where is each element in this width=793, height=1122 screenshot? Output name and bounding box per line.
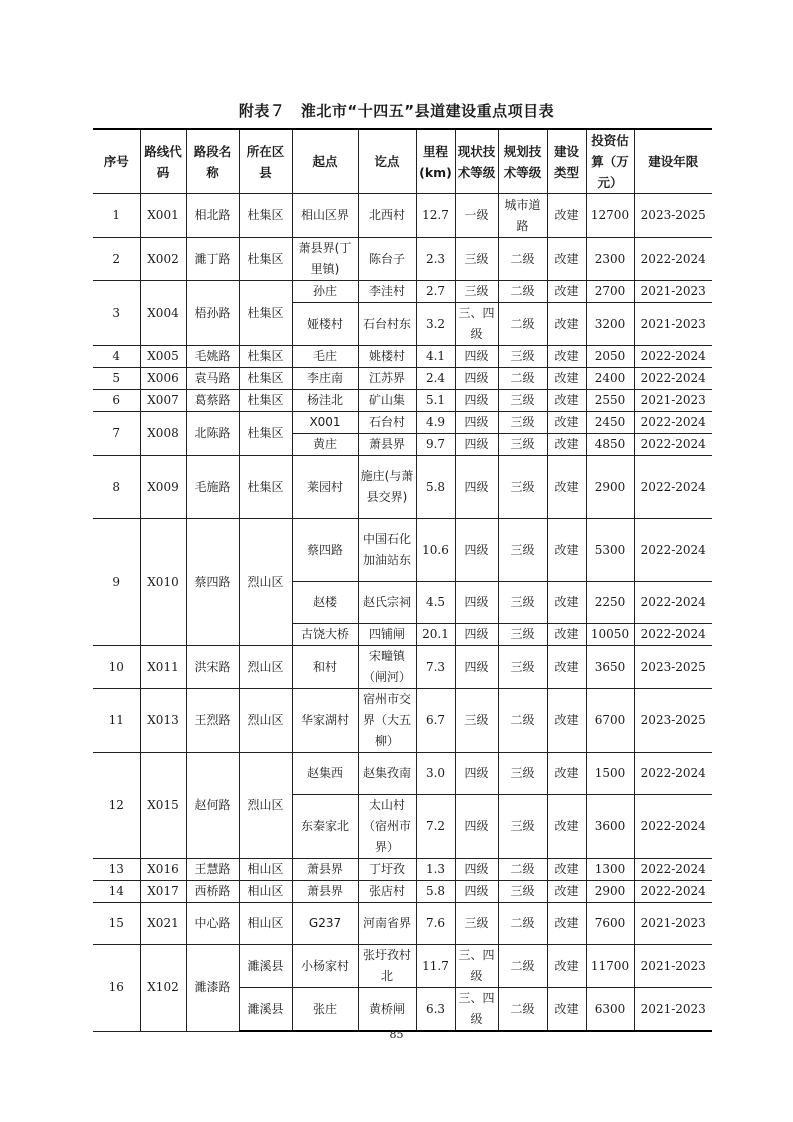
cell-investment: 1300 (586, 859, 634, 881)
cell-mileage: 2.3 (416, 238, 455, 281)
cell-planned-grade: 三级 (498, 456, 547, 519)
cell-mileage: 4.1 (416, 346, 455, 368)
cell-planned-grade: 三级 (498, 390, 547, 412)
table-row (93, 646, 712, 689)
cell-current-grade: 四级 (455, 753, 498, 795)
header-years: 建设年限 (634, 129, 712, 194)
cell-district: 相山区 (239, 903, 292, 945)
cell-planned-grade: 二级 (498, 689, 547, 753)
cell-build-type: 改建 (547, 881, 586, 903)
cell-current-grade: 四级 (455, 582, 498, 624)
cell-investment: 1500 (586, 753, 634, 795)
cell-current-grade: 四级 (455, 434, 498, 456)
cell-district: 烈山区 (239, 753, 292, 859)
cell-mileage: 6.7 (416, 689, 455, 753)
table-row (93, 903, 712, 945)
cell-district: 烈山区 (239, 646, 292, 689)
header-investment: 投资估算（万元） (586, 129, 634, 194)
cell-investment: 3650 (586, 646, 634, 689)
header-mileage: 里程(km) (416, 129, 455, 194)
cell-code: X006 (140, 368, 186, 390)
cell-seq: 2 (93, 238, 140, 281)
cell-build-type: 改建 (547, 646, 586, 689)
cell-seq: 10 (93, 646, 140, 689)
cell-district: 相山区 (239, 881, 292, 903)
cell-start: 东秦家北 (292, 795, 358, 859)
cell-start: 萧县界 (292, 881, 358, 903)
cell-start: 蔡四路 (292, 519, 358, 582)
cell-road-name: 葛蔡路 (186, 390, 239, 412)
cell-build-type: 改建 (547, 390, 586, 412)
cell-end: 中国石化加油站东 (358, 519, 416, 582)
cell-investment: 4850 (586, 434, 634, 456)
cell-mileage: 11.7 (416, 945, 455, 988)
cell-start: 张庄 (292, 988, 358, 1032)
cell-mileage: 5.8 (416, 456, 455, 519)
cell-planned-grade: 二级 (498, 859, 547, 881)
header-start: 起点 (292, 129, 358, 194)
cell-code: X016 (140, 859, 186, 881)
cell-end: 李洼村 (358, 281, 416, 303)
cell-investment: 7600 (586, 903, 634, 945)
cell-investment: 3200 (586, 303, 634, 346)
cell-planned-grade: 二级 (498, 988, 547, 1032)
cell-road-name: 濉丁路 (186, 238, 239, 281)
cell-build-type: 改建 (547, 303, 586, 346)
cell-years: 2022-2024 (634, 881, 712, 903)
cell-investment: 2050 (586, 346, 634, 368)
cell-years: 2023-2025 (634, 194, 712, 238)
cell-planned-grade: 三级 (498, 582, 547, 624)
cell-current-grade: 三级 (455, 281, 498, 303)
cell-planned-grade: 三级 (498, 434, 547, 456)
project-table (93, 128, 712, 1032)
table-row (93, 368, 712, 390)
table-row (93, 881, 712, 903)
cell-investment: 2900 (586, 456, 634, 519)
cell-build-type: 改建 (547, 903, 586, 945)
cell-planned-grade: 三级 (498, 519, 547, 582)
cell-build-type: 改建 (547, 412, 586, 434)
cell-end: 宿州市交界（大五柳） (358, 689, 416, 753)
cell-road-name: 北陈路 (186, 412, 239, 456)
cell-years: 2022-2024 (634, 238, 712, 281)
cell-years: 2022-2024 (634, 346, 712, 368)
cell-years: 2021-2023 (634, 390, 712, 412)
cell-end: 赵氏宗祠 (358, 582, 416, 624)
cell-code: X002 (140, 238, 186, 281)
cell-mileage: 12.7 (416, 194, 455, 238)
header-build-type: 建设类型 (547, 129, 586, 194)
header-seq: 序号 (93, 129, 140, 194)
cell-seq: 14 (93, 881, 140, 903)
cell-mileage: 7.2 (416, 795, 455, 859)
cell-seq: 8 (93, 456, 140, 519)
cell-mileage: 10.6 (416, 519, 455, 582)
header-code: 路线代码 (140, 129, 186, 194)
cell-road-name: 王烈路 (186, 689, 239, 753)
cell-current-grade: 三、四级 (455, 945, 498, 988)
cell-road-name: 蔡四路 (186, 519, 239, 646)
cell-planned-grade: 二级 (498, 303, 547, 346)
cell-current-grade: 三级 (455, 689, 498, 753)
cell-seq: 15 (93, 903, 140, 945)
cell-current-grade: 三、四级 (455, 303, 498, 346)
cell-mileage: 1.3 (416, 859, 455, 881)
cell-years: 2022-2024 (634, 412, 712, 434)
header-planned-grade: 规划技术等级 (498, 129, 547, 194)
cell-start: 毛庄 (292, 346, 358, 368)
cell-start: 娅楼村 (292, 303, 358, 346)
cell-investment: 2700 (586, 281, 634, 303)
cell-seq: 5 (93, 368, 140, 390)
cell-current-grade: 四级 (455, 390, 498, 412)
table-row (93, 859, 712, 881)
cell-mileage: 7.6 (416, 903, 455, 945)
table-row (93, 346, 712, 368)
cell-planned-grade: 二级 (498, 903, 547, 945)
cell-years: 2022-2024 (634, 519, 712, 582)
cell-build-type: 改建 (547, 456, 586, 519)
cell-build-type: 改建 (547, 859, 586, 881)
cell-end: 石台村 (358, 412, 416, 434)
cell-end: 石台村东 (358, 303, 416, 346)
cell-end: 四铺闸 (358, 624, 416, 646)
cell-current-grade: 一级 (455, 194, 498, 238)
cell-mileage: 7.3 (416, 646, 455, 689)
cell-start: 小杨家村 (292, 945, 358, 988)
cell-road-name: 相北路 (186, 194, 239, 238)
cell-road-name: 赵何路 (186, 753, 239, 859)
cell-planned-grade: 二级 (498, 281, 547, 303)
cell-years: 2021-2023 (634, 945, 712, 988)
cell-build-type: 改建 (547, 624, 586, 646)
cell-road-name: 洪宋路 (186, 646, 239, 689)
cell-seq: 7 (93, 412, 140, 456)
cell-investment: 2450 (586, 412, 634, 434)
cell-code: X017 (140, 881, 186, 903)
cell-investment: 6300 (586, 988, 634, 1032)
cell-district: 烈山区 (239, 689, 292, 753)
cell-planned-grade: 二级 (498, 238, 547, 281)
cell-end: 矿山集 (358, 390, 416, 412)
table-row (93, 519, 712, 582)
cell-district: 杜集区 (239, 456, 292, 519)
cell-build-type: 改建 (547, 238, 586, 281)
cell-district: 相山区 (239, 859, 292, 881)
header-district: 所在区县 (239, 129, 292, 194)
cell-mileage: 6.3 (416, 988, 455, 1032)
cell-investment: 2300 (586, 238, 634, 281)
cell-planned-grade: 三级 (498, 412, 547, 434)
cell-start: 莱园村 (292, 456, 358, 519)
cell-investment: 2400 (586, 368, 634, 390)
header-current-grade: 现状技术等级 (455, 129, 498, 194)
cell-seq: 3 (93, 281, 140, 346)
cell-build-type: 改建 (547, 945, 586, 988)
cell-end: 萧县界 (358, 434, 416, 456)
cell-start: 和村 (292, 646, 358, 689)
cell-mileage: 3.0 (416, 753, 455, 795)
cell-mileage: 3.2 (416, 303, 455, 346)
cell-end: 太山村（宿州市界） (358, 795, 416, 859)
cell-road-name: 濉漆路 (186, 945, 239, 1032)
cell-planned-grade: 三级 (498, 881, 547, 903)
cell-mileage: 2.4 (416, 368, 455, 390)
cell-road-name: 王慧路 (186, 859, 239, 881)
cell-start: X001 (292, 412, 358, 434)
cell-years: 2022-2024 (634, 582, 712, 624)
cell-start: 杨洼北 (292, 390, 358, 412)
cell-planned-grade: 三级 (498, 624, 547, 646)
cell-road-name: 梧孙路 (186, 281, 239, 346)
cell-seq: 4 (93, 346, 140, 368)
cell-end: 北西村 (358, 194, 416, 238)
cell-code: X013 (140, 689, 186, 753)
cell-years: 2021-2023 (634, 903, 712, 945)
cell-years: 2021-2023 (634, 281, 712, 303)
cell-investment: 2900 (586, 881, 634, 903)
cell-current-grade: 四级 (455, 368, 498, 390)
cell-seq: 6 (93, 390, 140, 412)
cell-years: 2022-2024 (634, 795, 712, 859)
cell-years: 2022-2024 (634, 624, 712, 646)
cell-start: 孙庄 (292, 281, 358, 303)
cell-district: 濉溪县 (239, 988, 292, 1032)
cell-seq: 12 (93, 753, 140, 859)
cell-years: 2022-2024 (634, 368, 712, 390)
cell-district: 杜集区 (239, 194, 292, 238)
cell-mileage: 9.7 (416, 434, 455, 456)
cell-planned-grade: 三级 (498, 346, 547, 368)
cell-road-name: 毛施路 (186, 456, 239, 519)
cell-current-grade: 三级 (455, 903, 498, 945)
cell-end: 姚楼村 (358, 346, 416, 368)
cell-start: 相山区界 (292, 194, 358, 238)
cell-end: 河南省界 (358, 903, 416, 945)
cell-road-name: 西桥路 (186, 881, 239, 903)
cell-seq: 16 (93, 945, 140, 1032)
cell-district: 烈山区 (239, 519, 292, 646)
cell-build-type: 改建 (547, 434, 586, 456)
cell-current-grade: 四级 (455, 456, 498, 519)
cell-mileage: 5.1 (416, 390, 455, 412)
cell-district: 杜集区 (239, 368, 292, 390)
cell-code: X008 (140, 412, 186, 456)
cell-end: 陈台子 (358, 238, 416, 281)
cell-code: X004 (140, 281, 186, 346)
cell-investment: 2550 (586, 390, 634, 412)
cell-planned-grade: 二级 (498, 945, 547, 988)
cell-planned-grade: 三级 (498, 753, 547, 795)
cell-end: 丁圩孜 (358, 859, 416, 881)
cell-investment: 3600 (586, 795, 634, 859)
cell-start: 李庄南 (292, 368, 358, 390)
table-row (93, 412, 712, 434)
cell-start: 华家湖村 (292, 689, 358, 753)
cell-current-grade: 四级 (455, 795, 498, 859)
cell-seq: 13 (93, 859, 140, 881)
cell-years: 2022-2024 (634, 434, 712, 456)
cell-investment: 6700 (586, 689, 634, 753)
cell-code: X010 (140, 519, 186, 646)
cell-district: 杜集区 (239, 412, 292, 456)
cell-current-grade: 四级 (455, 346, 498, 368)
cell-current-grade: 三、四级 (455, 988, 498, 1032)
cell-code: X011 (140, 646, 186, 689)
cell-mileage: 4.9 (416, 412, 455, 434)
cell-years: 2021-2023 (634, 303, 712, 346)
cell-code: X015 (140, 753, 186, 859)
cell-start: G237 (292, 903, 358, 945)
cell-years: 2022-2024 (634, 859, 712, 881)
table-row (93, 456, 712, 519)
cell-build-type: 改建 (547, 346, 586, 368)
cell-investment: 12700 (586, 194, 634, 238)
cell-end: 张圩孜村北 (358, 945, 416, 988)
header-name: 路段名称 (186, 129, 239, 194)
cell-district: 杜集区 (239, 390, 292, 412)
cell-end: 黄桥闸 (358, 988, 416, 1032)
cell-build-type: 改建 (547, 795, 586, 859)
cell-planned-grade: 三级 (498, 795, 547, 859)
cell-code: X005 (140, 346, 186, 368)
cell-build-type: 改建 (547, 753, 586, 795)
cell-seq: 9 (93, 519, 140, 646)
cell-seq: 11 (93, 689, 140, 753)
cell-road-name: 中心路 (186, 903, 239, 945)
cell-planned-grade: 二级 (498, 368, 547, 390)
cell-current-grade: 四级 (455, 859, 498, 881)
cell-build-type: 改建 (547, 988, 586, 1032)
table-title: 附表７ 淮北市“十四五”县道建设重点项目表 (238, 102, 555, 120)
cell-investment: 5300 (586, 519, 634, 582)
cell-code: X001 (140, 194, 186, 238)
cell-build-type: 改建 (547, 281, 586, 303)
page-number: 85 (389, 1028, 404, 1041)
cell-years: 2022-2024 (634, 753, 712, 795)
cell-build-type: 改建 (547, 194, 586, 238)
cell-end: 江苏界 (358, 368, 416, 390)
cell-code: X102 (140, 945, 186, 1032)
cell-district: 杜集区 (239, 346, 292, 368)
cell-years: 2023-2025 (634, 646, 712, 689)
cell-mileage: 5.8 (416, 881, 455, 903)
table-row (93, 945, 712, 988)
cell-current-grade: 四级 (455, 412, 498, 434)
cell-start: 萧县界 (292, 859, 358, 881)
cell-end: 宋疃镇（闸河） (358, 646, 416, 689)
cell-seq: 1 (93, 194, 140, 238)
cell-current-grade: 三级 (455, 238, 498, 281)
cell-district: 杜集区 (239, 281, 292, 346)
cell-end: 赵集孜南 (358, 753, 416, 795)
cell-district: 杜集区 (239, 238, 292, 281)
header-end: 讫点 (358, 129, 416, 194)
cell-years: 2022-2024 (634, 456, 712, 519)
table-row (93, 753, 712, 795)
cell-years: 2023-2025 (634, 689, 712, 753)
cell-current-grade: 四级 (455, 624, 498, 646)
cell-road-name: 毛姚路 (186, 346, 239, 368)
cell-end: 张店村 (358, 881, 416, 903)
cell-planned-grade: 城市道路 (498, 194, 547, 238)
cell-start: 赵集西 (292, 753, 358, 795)
cell-road-name: 袁马路 (186, 368, 239, 390)
cell-mileage: 20.1 (416, 624, 455, 646)
cell-end: 施庄(与萧县交界) (358, 456, 416, 519)
cell-code: X021 (140, 903, 186, 945)
cell-investment: 11700 (586, 945, 634, 988)
cell-start: 萧县界(丁里镇) (292, 238, 358, 281)
cell-build-type: 改建 (547, 582, 586, 624)
table-row (93, 281, 712, 303)
cell-planned-grade: 三级 (498, 646, 547, 689)
cell-code: X009 (140, 456, 186, 519)
cell-build-type: 改建 (547, 368, 586, 390)
cell-build-type: 改建 (547, 689, 586, 753)
cell-build-type: 改建 (547, 519, 586, 582)
cell-investment: 2250 (586, 582, 634, 624)
cell-code: X007 (140, 390, 186, 412)
cell-years: 2021-2023 (634, 988, 712, 1032)
table-body (93, 194, 712, 1032)
table-row (93, 689, 712, 753)
table-row (93, 194, 712, 238)
cell-current-grade: 四级 (455, 646, 498, 689)
table-row (93, 238, 712, 281)
table-row (93, 390, 712, 412)
cell-current-grade: 四级 (455, 519, 498, 582)
cell-mileage: 4.5 (416, 582, 455, 624)
cell-start: 古饶大桥 (292, 624, 358, 646)
cell-current-grade: 四级 (455, 881, 498, 903)
cell-mileage: 2.7 (416, 281, 455, 303)
header-row (93, 129, 712, 194)
cell-investment: 10050 (586, 624, 634, 646)
cell-start: 赵楼 (292, 582, 358, 624)
cell-district: 濉溪县 (239, 945, 292, 988)
cell-start: 黄庄 (292, 434, 358, 456)
